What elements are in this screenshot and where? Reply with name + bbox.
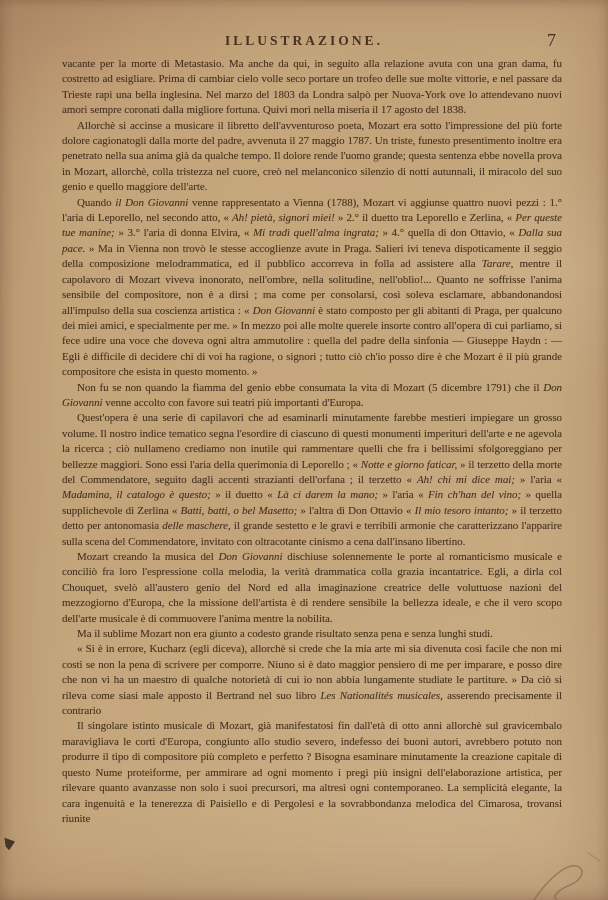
paragraph: Ma il sublime Mozart non era giunto a codesto grande risultato senza pena e senza lunghi studi.: [77, 628, 493, 641]
paragraph: Quest'opera è una serie di capilavori che ad esaminarli minutamente farebbe mestieri impiegare un grosso volume. Il nostro indice tematico segna l'esordire di ciascuno di questi monumenti imperituri dell'arte e ne agevola la ricerca ; ciò nullameno crediamo non inutile qui rammentare quelli che fra i bellissimi sfolgoreggiano per bellezze maggiori. Sono essi l'aria della querimonia di Leporello ; « Notte e giorno faticar, » il terzetto della morte del Commendatore, seguìto dagli accenti strazianti dell'orfana ; il terzetto « Ah! chi mi dice mai; » l'aria « Madamina, il catalogo è questo; » il duetto « Là ci darem la mano; » l'aria « Fin ch'han del vino; » quella supplichevole di Zerlina « Batti, batti, o bel Masetto; » l'altra di Don Ottavio « Il mio tesoro intanto; » il terzetto detto per antonomasia delle maschere, il grande sestetto e le gravi e terribili armonie che caratterizzano l'apparire sulla scena del Commendatore, invitato con oltracotante cinismo a cena dall'insano libertino.: [62, 412, 562, 548]
pencil-scribble-mark: [518, 852, 604, 900]
paragraph: Il singolare istinto musicale di Mozart, già manifestatosi fin dall'età di otto anni allorchè sul gravicembalo maravigliava le corti d'Europa, congiunto allo studio severo, indefesso dei buoni autori, avrebbero potuto non produrre il tipo di compositore più completo e perfetto ? Bisogna esaminare minutamente la creazione capitale di questo Nume proteiforme, per ammirare ad ogni momento i pregi più insigni dell'elaborazione artistica, per rilevare quanto avanzasse non solo i suoi precursori, ma altresì ogni contemporaneo. La semplicità elegante, la cara ingenuità e la tenerezza di Paisiello e di Pergolesi e la sovrabbondanza melodica del Cimarosa, trovansi riunite: [62, 720, 562, 825]
page-header: [0, 30, 608, 59]
article-text: [62, 57, 562, 827]
running-title: ILLUSTRAZIONE.: [225, 33, 383, 48]
paragraph: Quando il Don Giovanni venne rappresentato a Vienna (1788), Mozart vi aggiunse quattro nuovi pezzi : 1.° l'aria di Leporello, nel secondo atto, « Ah! pietà, signori miei! » 2.° il duetto tra Leporello e Zerlina, « Per queste tue manine; » 3.° l'aria di donna Elvira, « Mi tradì quell'alma ingrata; » 4.° quella di don Ottavio, « Dalla sua pace. » Ma in Vienna non trovò le stesse accoglienze avute in Praga. Salieri ivi teneva dispoticamente il seggio della composizione melodrammatica, ed il pubblico accorreva in folla ad assistere alla Tarare, mentre il capolavoro di Mozart viveva inonorato, nell'ombre, nella solitudine, nell'oblìo!... Quanto ne soffrisse l'anima sensibile del compositore, non è a dirsi ; ma come per consolarsi, così soleva esclamare, abbandonandosi all'impulso della sua coscienza artistica : « Don Giovanni è stato composto per gli abitanti di Praga, per qualcuno dei miei amici, e specialmente per me. » In mezzo poi alle molte querele insorte contro all'opera di cui parliamo, si fece udire una voce che doveva ogni altra ammutolire : quella del padre della sinfonia — Giuseppe Haydn : — Egli è difficile di decidere chi di voi ha ragione, o signori ; tutto ciò ch'io posso dire è che Mozart è il più grande compositore che esista in questo momento. »: [62, 196, 563, 379]
paragraph: Mozart creando la musica del Don Giovanni dischiuse solennemente le porte al romanticismo musicale e conciliò fra loro l'espressione colla melodia, la verità drammatica colla grazia incantatrice. Egli, a dirla col Chouquet, svelò all'austero genio del Nord ed alla imaginazione creatrice delle voluttuose nazioni del mezzogiorno d'Europa, che la missione dell'artista è di rendere sensibile la bellezza ideale, e che il vero scopo dell'arte musicale è di commuovere l'anima mentre la nobilita.: [62, 551, 562, 625]
ink-speck: [4, 834, 17, 850]
page-number: 7: [547, 30, 556, 50]
paragraph: Non fu se non quando la fiamma del genio ebbe consumata la vita di Mozart (5 dicembre 1791) che il Don Giovanni venne accolto con favore sui teatri più importanti d'Europa.: [62, 381, 562, 409]
paragraph: Allorchè si accinse a musicare il libretto dell'avventuroso poeta, Mozart era sotto l'impressione del più forte dolore cagionatogli dalla morte del padre, avvenuta il 27 maggio 1787. Un triste, funesto presentimento inoltre era penetrato nella sua anima già da qualche tempo. Il dolore rende l'uomo grande; questa sentenza ebbe novella prova in Mozart, allorchè, colla tristezza nel cuore, creò nel melanconico silenzio di notti autunnali, il miracolo del suo genio e quello maggiore dell'arte.: [62, 119, 562, 194]
paragraph: vacante per la morte di Metastasio. Ma anche da qui, in seguito alla relazione avuta con una gran dama, fu costretto ad esigliare. Prima di cambiar cielo volle seco portare un trofeo delle sue molte vittorie, e nel passare da Trieste rapì una bella inglesina. Nel marzo del 1803 da Londra salpò per Nuova-York ove lo attendevano nuovi amori sempre coronati dalla migliore fortuna. Quivi morì nella miseria il 17 agosto del 1838.: [62, 58, 562, 117]
paragraph: « Si è in errore, Kucharz (egli diceva), allorchè si crede che la mia arte mi sia divenuta così facile che non mi costi se non la pena di scrivere per comporre. Niuno si è dato maggior pensiero di me per imparare, e posso dire che non vi ha un maestro di qualche notorietà di cui io non abbia lungamente studiate le partiture. » Da ciò si rileva come siasi male apposto il Bertrand nel suo libro Les Nationalités musicales, asserendo precisamente il contrario: [62, 643, 562, 718]
